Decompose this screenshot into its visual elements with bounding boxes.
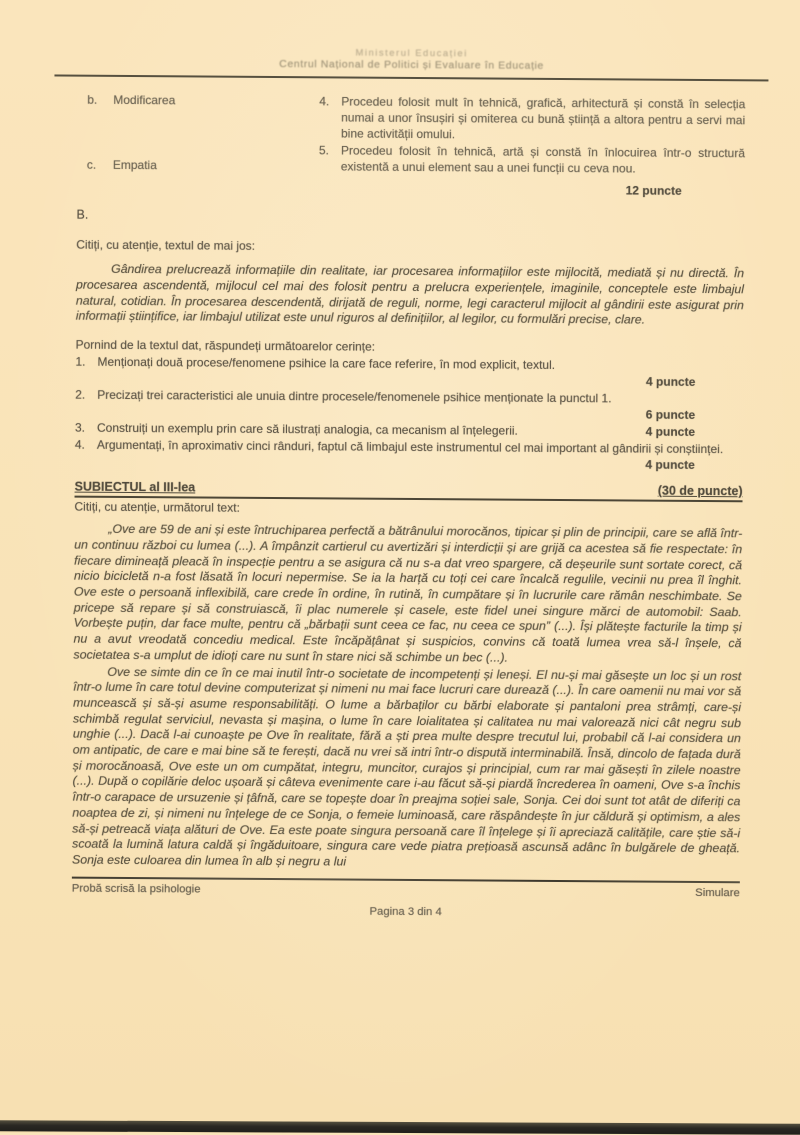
list-item (87, 157, 319, 175)
requirement-points: 4 puncte (645, 457, 695, 473)
matching-left-column (77, 92, 320, 176)
list-item (319, 93, 745, 144)
item-text: Procedeu folosit mult în tehnică, grafică, arhitectură și constă în selecția numai a unor însușiri și omiterea cu bună știință a altora pentru a servi mai bine activității omului. (341, 94, 746, 142)
requirement-text: Menționați două procese/fenomene psihice la care face referire, în mod explicit, textul. (97, 354, 556, 373)
requirement-number: 1. (75, 354, 86, 369)
section-b-quote-text: Gândirea prelucrează informațiile din realitate, iar procesarea informațiilor este mijlocită, mediată și nu directă. În procesarea ascendentă, mijlocul cel mai des folosit pentru a prelucra experiențele, imaginile, conceptele este limbajul natural, cotidian. În procesarea descendentă, dirijată de reguli, norme, legi caracterul mijlocit al gândirii este asigurat prin informații științifice, iar limbajul utilizat este unul riguros al definițiilor, al legilor, cu formulări precise, clare. (75, 261, 745, 327)
ministry-name: Ministerul Educației (355, 47, 468, 60)
subject-iii-points: (30 de puncte) (657, 483, 743, 499)
subject-iii-title: SUBIECTUL al III-lea (74, 479, 196, 495)
item-number: 5. (318, 143, 330, 158)
document-header (54, 45, 768, 81)
section-b-instruction: Citiți, cu atenție, textul de mai jos: (76, 237, 256, 253)
section-b-prompt: Pornind de la textul dat, răspundeți următoarelor cerințe: (75, 337, 376, 354)
requirement-number: 2. (75, 387, 86, 402)
list-item (319, 142, 745, 177)
requirement-points: 4 puncte (645, 424, 696, 440)
footer-exam-name: Probă scrisă la psihologie (71, 882, 201, 896)
section-b-label: B. (76, 207, 89, 222)
page-number: Pagina 3 din 4 (369, 905, 442, 919)
requirement-number: 3. (74, 420, 86, 435)
subject-iii-instruction: Citiți, cu atenție, următorul text: (74, 499, 240, 515)
item-text: Procedeu folosit în tehnică, artă și constă în înlocuirea într-o structură existentă a unui element sau a unei funcții cu ceva nou. (340, 143, 745, 176)
subject-iii-paragraph: Ove se simte din ce în ce mai inutil într-o societate de incompetenți și leneși. El nu-și mai găsește un loc și un rost într-o lume în care totul devine computerizat și nimeni nu mai face lucruri care durează (...). În care oamenii nu mai vor să muncească și să-și asume responsabilități. O lume a bărbaților cu bărbi elaborate și pantaloni prea strâmți, care-și schimbă regulat serviciul, nevasta și mașina, o lume în care loialitatea și calitatea nu mai valorează nici cât negru sub unghie (...). Dacă l-ai cunoaște pe Ove în realitate, fără a ști prea multe despre trecutul lui, probabil că l-ai considera un om antipatic, de care e mai bine să te ferești, dacă nu vrei să intri într-o dispută interminabilă. Însă, dincolo de fațada dură și morocănoasă, Ove este un om cumpătat, integru, muncitor, curajos și principial, cum rar mai găsești în zilele noastre (...). După o copilărie deloc ușoară și câteva evenimente care i-au făcut să-și piardă încrederea în oameni, Ove s-a închis într-o carapace de ursuzenie și țâfnă, care se topește doar în preajma soției sale, Sonja. Cei doi sunt tot atât de diferiți ca noaptea de zi, și nimeni nu înțelege de ce Sonja, o femeie luminoasă, care răspândește în jur căldură și optimism, a ales să-și petreacă viața alături de Ove. Ea este poate singura persoană care îl înțelege și îi apreciază calitățile, care știe să-i scoată la lumină latura caldă și îngăduitoare, singura care vede piatra prețioasă ascunsă adânc în bulgărele de gheață. Sonja este culoarea din lumea în alb și negru a lui (71, 664, 742, 869)
list-item (87, 92, 319, 110)
requirement-number: 4. (74, 437, 85, 452)
requirement-points: 6 puncte (645, 407, 696, 423)
item-text: Modificarea (113, 92, 176, 108)
requirement-text-inner: Construiți un exemplu prin care să ilustrați analogia, ca mecanism al înțelegerii. (96, 420, 518, 438)
requirement-points: 4 puncte (645, 374, 696, 390)
subject-iii-paragraph: „Ove are 59 de ani și este întruchiparea perfectă a bătrânului morocănos, tipicar și plin de principii, care se află într-un continuu război cu lumea (...). A împânzit cartierul cu avertizări și interdicții și are grijă ca acestea să fie respectate: în fiecare dimineață pleacă în inspecție pentru a se asigura că nu s-a dat vreo spargere, că deșeurile sunt sortate corect, că nicio bicicletă n-a fost lăsată în locuri nepermise. Se ia la harță cu toți cei care încalcă regulile, vecinii nu prea îl înghit. Ove este o persoană inflexibilă, care crede în ordine, în rutină, în cumpătare și în lucrurile care rămân neschimbate. Se pricepe să repare și să construiască, îi plac numerele și casele, este fidel unei singure mărci de automobil: Saab. Vorbește puțin, dar face multe, pentru că „bărbații sunt ceea ce fac, nu ceea ce spun” (...). Își plătește facturile la timp și nu a avut vreodată concediu medical. Este încăpățânat și suspicios, convins că toată lumea vrea să-l înșele, că societatea s-a umplut de idioți care nu sunt în stare nici să schimbe un bec (...). (73, 522, 743, 665)
item-label: c. (86, 157, 97, 172)
item-text: Empatia (112, 157, 157, 173)
requirement-text: Precizați trei caracteristici ale unuia dintre procesele/fenomenele psihice menționate la punctul 1. (97, 387, 612, 406)
matching-section (77, 92, 746, 179)
matching-right-column (319, 93, 746, 178)
page-content (72, 0, 746, 922)
item-number: 4. (319, 94, 330, 109)
page-footer (72, 881, 740, 902)
item-label: b. (87, 92, 98, 107)
section-a-points: 12 puncte (625, 183, 682, 198)
footer-session-type: Simulare (695, 886, 740, 900)
requirement-text: Argumentați, în aproximativ cinci rânduri, faptul că limbajul este instrumentul cel mai important al gândirii și conștiinței. (96, 437, 724, 457)
issuing-center-name: Centrul Național de Politici și Evaluare în Educație (279, 58, 544, 72)
